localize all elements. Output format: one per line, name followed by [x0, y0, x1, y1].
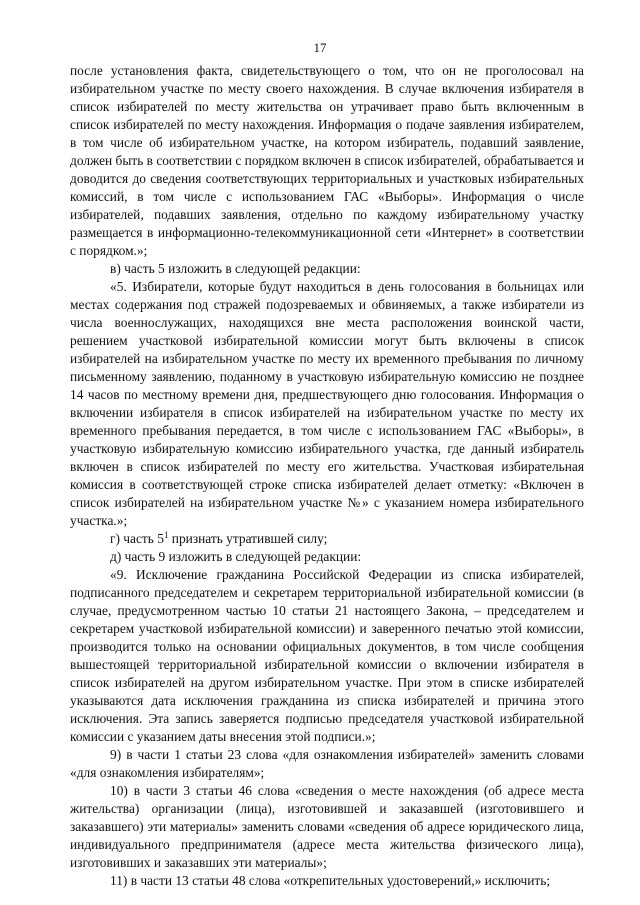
paragraph-item-v: в) часть 5 изложить в следующей редакции:	[110, 261, 361, 276]
item-g-text-after: признать утратившей силу;	[168, 531, 328, 546]
paragraph-item-10: 10) в части 3 статьи 46 слова «сведения о месте нахождения (об адресе места жительства) организации (лица), изготовившей и заказавшей (изготовившего и заказавшего) эти материалы» заменить словами «сведения об адресе юридического лица, индивидуального предпринимателя (адресе места жительства физического лица), изготовивших и заказавших эти материалы»;	[70, 783, 584, 870]
paragraph-quote-part-9: «9. Исключение гражданина Российской Федерации из списка избирателей, подписанного председателем и секретарем территориальной избирательной комиссии (в случае, предусмотренном частью 10 статьи 21 настоящего Закона, – председателем и секретарем участковой избирательной комиссии) и заверенного печатью этой комиссии, производится только на основании официальных документов, в том числе сообщения вышестоящей территориальной избирательной комиссии о включении избирателя в список избирателей на другом избирательном участке. При этом в списке избирателей указываются дата исключения гражданина из списка избирателей и причина этого исключения. Эта запись заверяется подписью председателя участковой избирательной комиссии с указанием даты внесения этой подписи.»;	[70, 567, 584, 744]
document-body	[70, 62, 584, 890]
paragraph-item-g	[70, 530, 584, 548]
paragraph-item-d: д) часть 9 изложить в следующей редакции:	[110, 549, 362, 564]
paragraph-item-11: 11) в части 13 статьи 48 слова «открепительных удостоверений,» исключить;	[110, 873, 551, 888]
item-g-text-before: г) часть 5	[110, 531, 164, 546]
item-g-superscript: 1	[163, 530, 169, 540]
paragraph-continuation: после установления факта, свидетельствующего о том, что он не проголосовал на избирательном участке по месту своего нахождения. В случае включения избирателя в список избирателей по месту жительства он утрачивает право быть включенным в список избирателей по месту нахождения. Информация о подаче заявления избирателем, в том числе об избирательном участке, на котором избиратель, подавший заявление, должен быть в соответствии с порядком включен в список избирателей, обрабатывается и доводится до сведения соответствующих территориальных и участковых избирательных комиссий, в том числе с использованием ГАС «Выборы». Информация о числе избирателей, подавших заявления, отдельно по каждому избирательному участку размещается в информационно-телекоммуникационной сети «Интернет» в соответствии с порядком.»;	[70, 63, 584, 258]
paragraph-item-9: 9) в части 1 статьи 23 слова «для ознакомления избирателей» заменить словами «для ознакомления избирателям»;	[70, 747, 584, 780]
page-number: 17	[313, 40, 327, 55]
paragraph-quote-part-5: «5. Избиратели, которые будут находиться в день голосования в больницах или местах содержания под стражей подозреваемых и обвиняемых, а также избиратели из числа военнослужащих, находящихся вне места расположения воинской части, решением участковой избирательной комиссии могут быть включены в список избирателей на избирательном участке по месту их временного пребывания по личному письменному заявлению, поданному в участковую избирательную комиссию не позднее 14 часов по местному времени дня, предшествующего дню голосования. Информация о включении избирателя в список избирателей на избирательном участке по месту их временного пребывания передается, в том числе с использованием ГАС «Выборы», в участковую избирательную комиссию избирательного участка, где данный избиратель включен в список избирателей по месту его жительства. Участковая избирательная комиссия в соответствующей строке списка избирателей делает отметку: «Включен в список избирателей на избирательном участке №» с указанием номера избирательного участка.»;	[70, 279, 584, 528]
